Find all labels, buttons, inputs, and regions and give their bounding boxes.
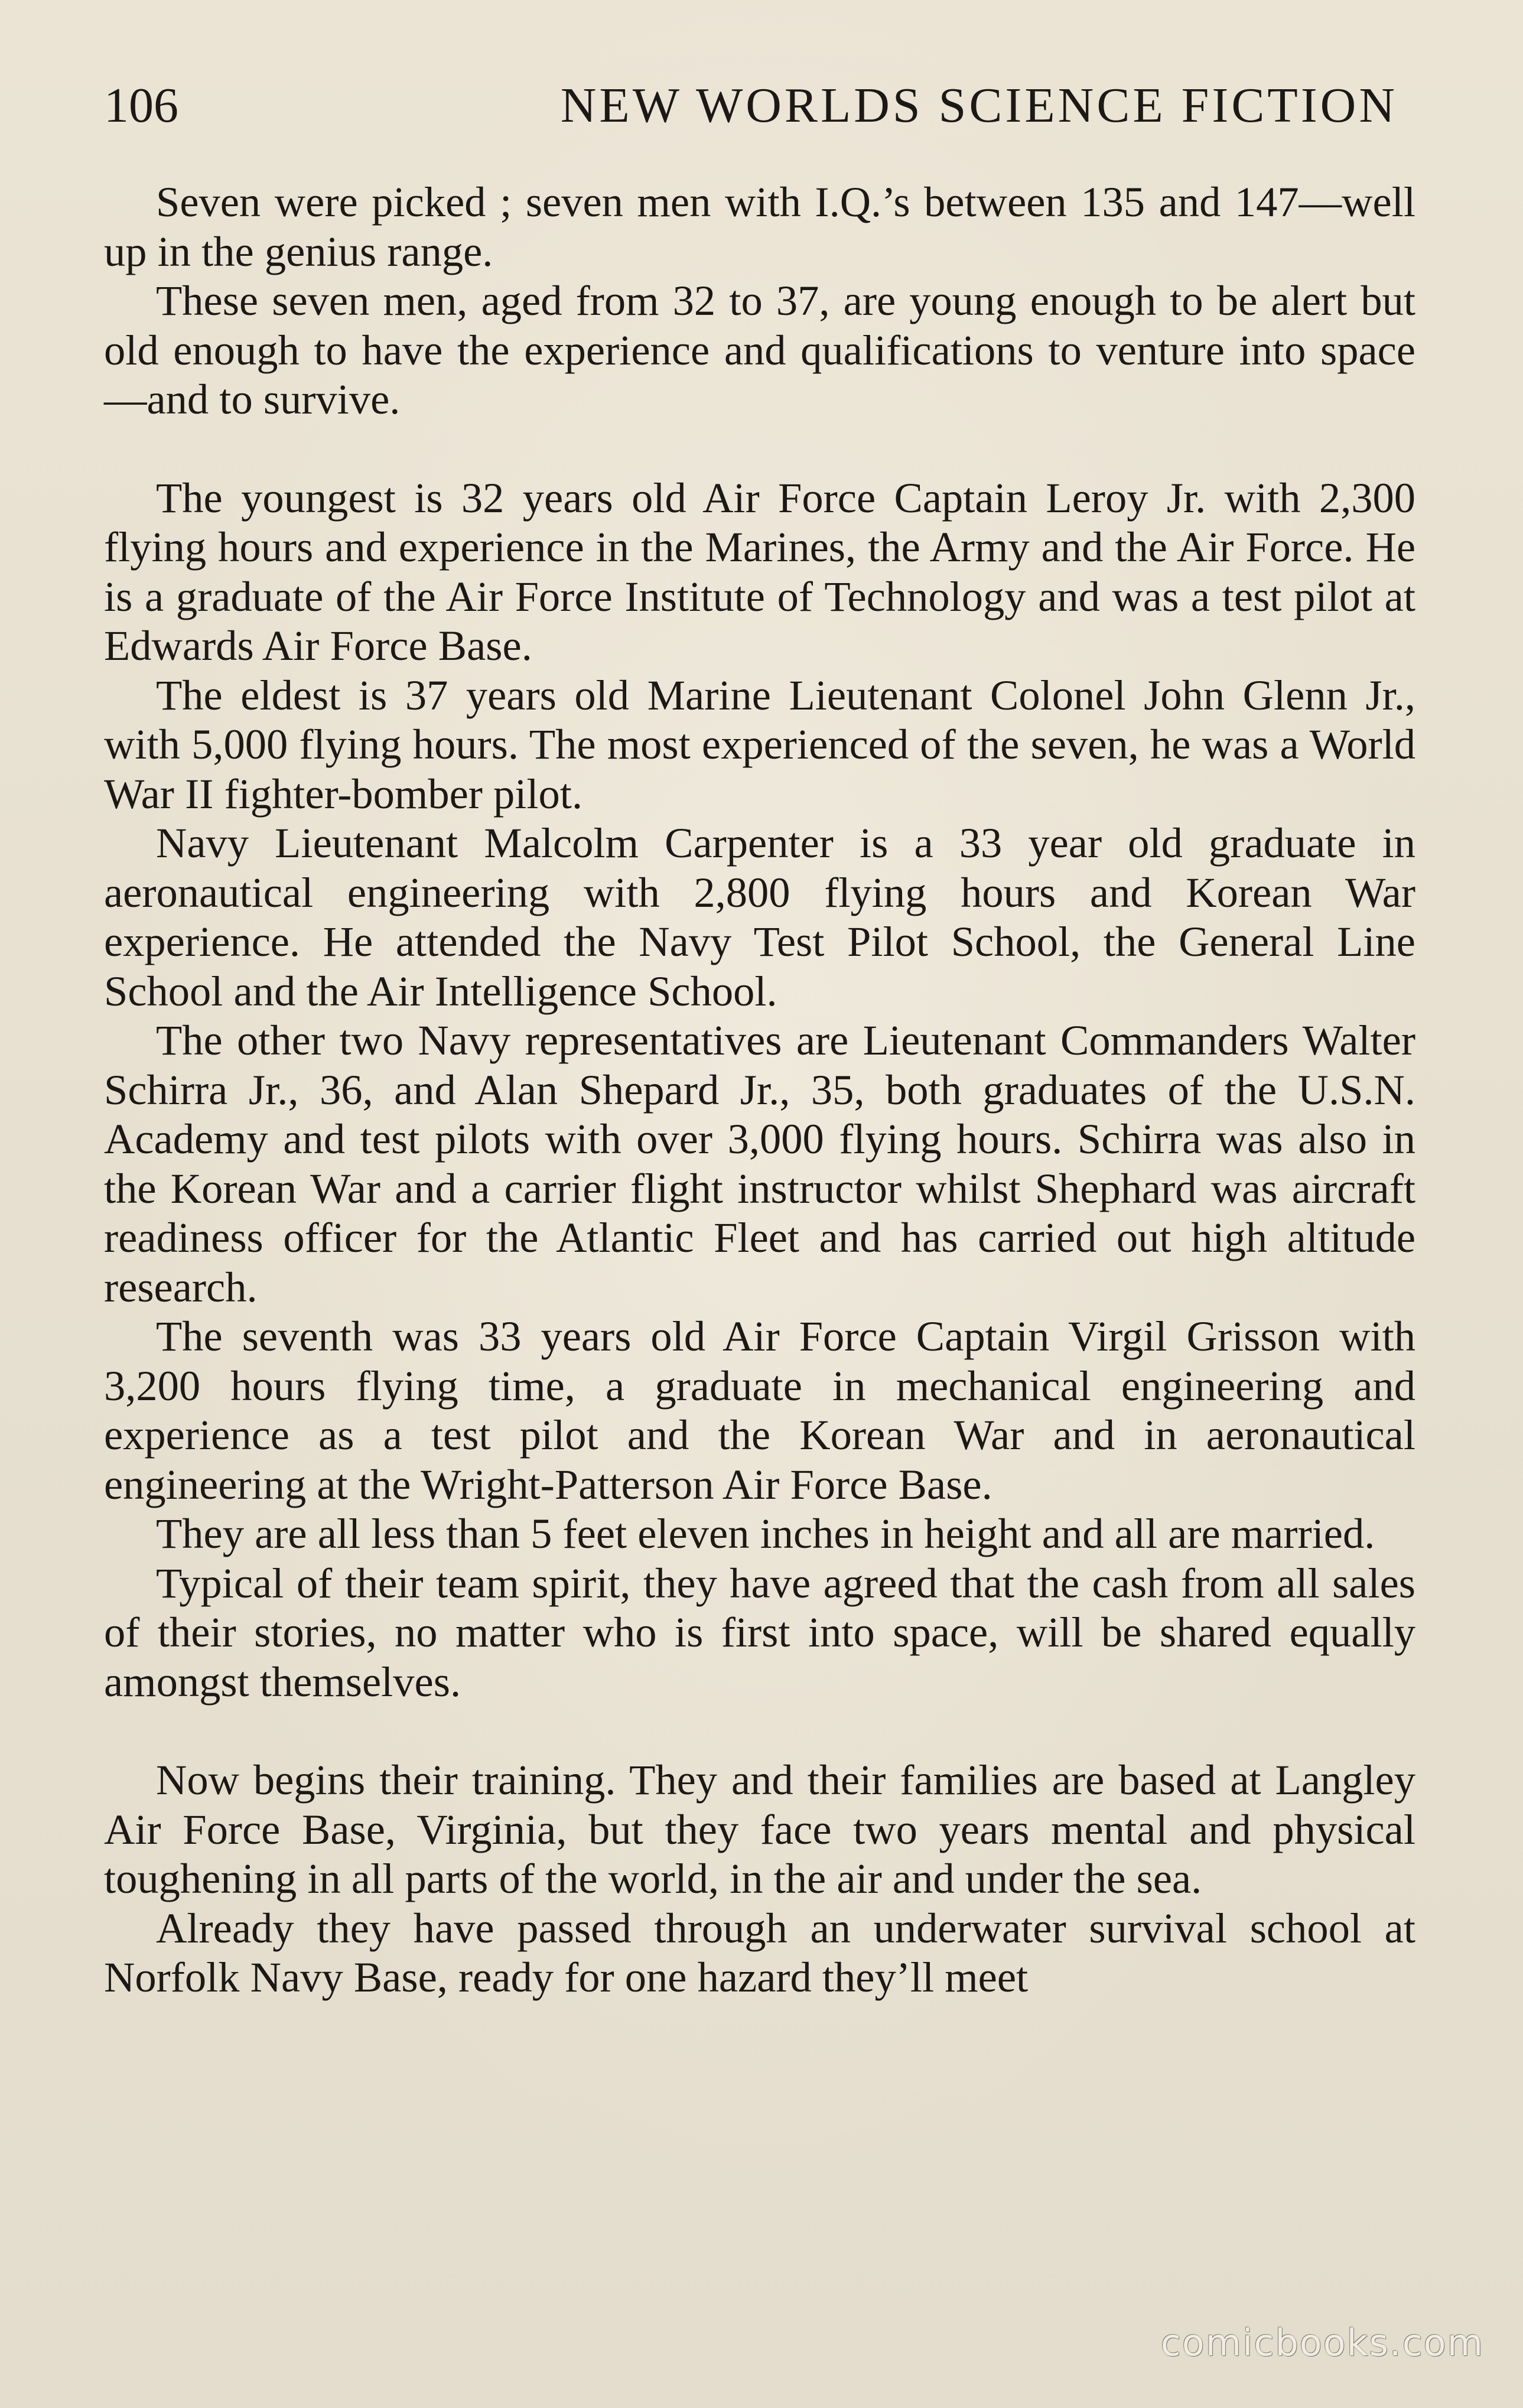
- paragraph: The youngest is 32 years old Air Force Captain Leroy Jr. with 2,300 flying hours and experience in the Marines, the Army and the Air Force. He is a graduate of the Air Force Institute of Technology and was a test pilot at Edwards Air Force Base.: [104, 473, 1415, 669]
- paragraph: The other two Navy representatives are Lieutenant Commanders Walter Schirra Jr., 36, and Alan Shepard Jr., 35, both graduates of the U.S.N. Academy and test pilots with over 3,000 flying hours. Schirra was also in the Korean War and a carrier flight instructor whilst Shephard was aircraft readiness officer for the Atlantic Fleet and has carried out high altitude research.: [104, 1016, 1415, 1311]
- page-number: 106: [104, 77, 178, 133]
- running-title: NEW WORLDS SCIENCE FICTION: [560, 77, 1398, 133]
- body-text: [104, 177, 1415, 2002]
- paragraph: Already they have passed through an underwater survival school at Norfolk Navy Base, ready for one hazard they’ll meet: [104, 1903, 1415, 2001]
- paragraph: They are all less than 5 feet eleven inches in height and all are married.: [156, 1509, 1375, 1557]
- page-header: [104, 70, 1398, 141]
- paragraph: The seventh was 33 years old Air Force Captain Virgil Grisson with 3,200 hours flying time, a graduate in mechanical engineering and experience as a test pilot and the Korean War and in aeronautical engineering at the Wright-Patterson Air Force Base.: [104, 1312, 1415, 1508]
- paragraph: Navy Lieutenant Malcolm Carpenter is a 33 year old graduate in aeronautical engineering with 2,800 flying hours and Korean War experience. He attended the Navy Test Pilot School, the General Line School and the Air Intelligence School.: [104, 819, 1415, 1015]
- paragraph: These seven men, aged from 32 to 37, are young enough to be alert but old enough to have the experience and qualifications to venture into space—and to survive.: [104, 276, 1415, 423]
- paragraph: The eldest is 37 years old Marine Lieutenant Colonel John Glenn Jr., with 5,000 flying hours. The most experienced of the seven, he was a World War II fighter-bomber pilot.: [104, 671, 1415, 818]
- watermark: comicbooks.com: [1160, 2321, 1484, 2364]
- paragraph: Typical of their team spirit, they have agreed that the cash from all sales of their stories, no matter who is first into space, will be shared equally amongst themselves.: [104, 1558, 1415, 1706]
- paragraph: Now begins their training. They and their families are based at Langley Air Force Base, Virginia, but they face two years mental and physical toughening in all parts of the world, in the air and under the sea.: [104, 1756, 1415, 1902]
- paragraph: Seven were picked ; seven men with I.Q.’s between 135 and 147—well up in the genius range.: [104, 178, 1415, 275]
